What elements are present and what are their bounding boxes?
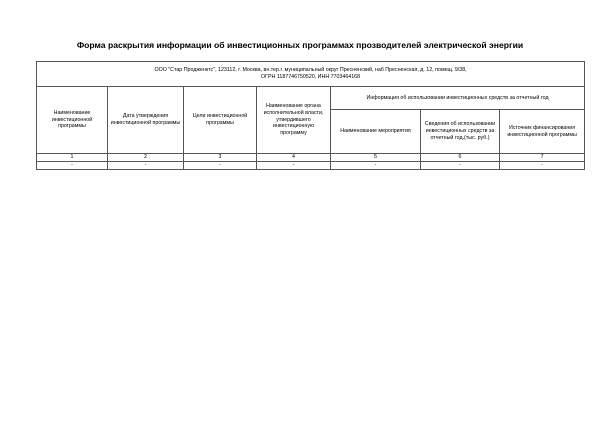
header-program-goals: Цели инвестиционной программы (184, 87, 257, 154)
column-number: 3 (184, 154, 257, 162)
table-cell: - (257, 162, 331, 170)
investment-program-table (36, 61, 585, 170)
header-program-name: Наименование инвестиционной программы (37, 87, 108, 154)
table-cell: - (184, 162, 257, 170)
table-row (37, 162, 585, 170)
column-number: 5 (331, 154, 421, 162)
header-funds-usage-info: Сведения об использовании инвестиционных средств за отчетный год,(тыс. руб.) (421, 110, 500, 154)
organization-info-cell (37, 62, 585, 87)
header-funding-sources: Источник финансирования инвестиционной программы (500, 110, 585, 154)
column-number: 1 (37, 154, 108, 162)
header-activity-name: Наименование мероприятия (331, 110, 421, 154)
header-approval-date: Дата утверждения инвестиционной программы (108, 87, 184, 154)
header-approving-authority: Наименование органа исполнительной власти, утвердившего инвестиционную программу (257, 87, 331, 154)
column-number: 4 (257, 154, 331, 162)
header-funds-usage-group: Информация об использовании инвестиционных средств за отчетный год (331, 87, 585, 110)
table-cell: - (421, 162, 500, 170)
table-cell: - (500, 162, 585, 170)
organization-address: ООО "Стар Продженктс", 123112, г. Москва, вн.тер.г. муниципальный округ Пресненский, наб Пресненская, д. 12, помещ. 9/38, (154, 67, 467, 74)
column-number: 2 (108, 154, 184, 162)
table-cell: - (37, 162, 108, 170)
column-number-row (37, 154, 585, 162)
column-number: 7 (500, 154, 585, 162)
table-cell: - (108, 162, 184, 170)
form-title: Форма раскрытия информации об инвестиционных программах прозводителей электрической энергии (76, 40, 524, 50)
table-cell: - (331, 162, 421, 170)
column-number: 6 (421, 154, 500, 162)
organization-registration: ОГРН 1187746750520, ИНН 7703464168 (261, 74, 361, 80)
